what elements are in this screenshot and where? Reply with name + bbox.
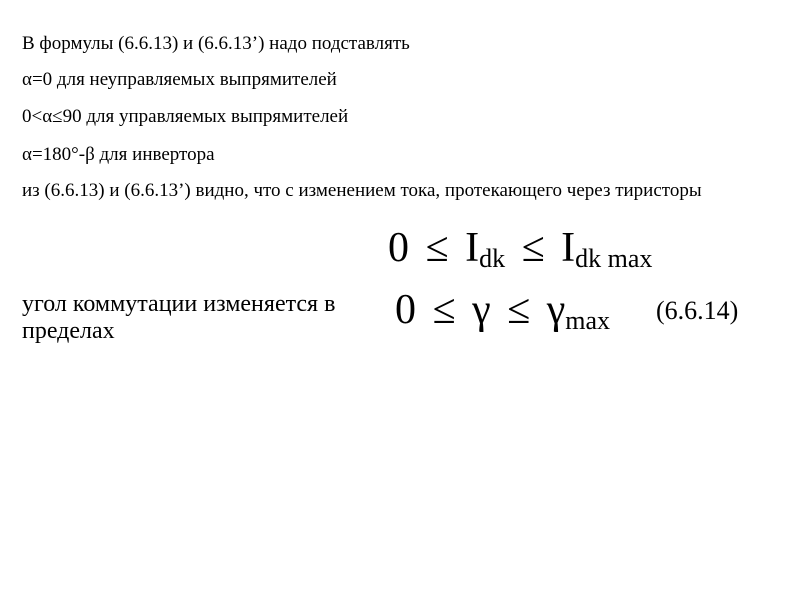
formula-angle-op1: ≤ <box>432 287 456 333</box>
formula-angle-lhs: 0 <box>395 287 416 333</box>
commutation-angle-text: угол коммутации изменяется в пределах <box>22 291 336 344</box>
formula-current-sub2: dk max <box>575 244 653 273</box>
formula-current-sub: dk <box>479 244 506 273</box>
formula-current-lhs: 0 <box>388 225 409 271</box>
formula-angle-var: γ <box>472 287 491 333</box>
formula-current-var2: I <box>561 225 576 271</box>
formula-angle-sub2: max <box>565 306 611 335</box>
formula-angle-op2: ≤ <box>507 287 531 333</box>
text-line-4: α=180°-β для инвертора <box>22 144 215 165</box>
formula-current-var: I <box>465 225 480 271</box>
equation-number: (6.6.14) <box>656 296 739 325</box>
text-line-3: 0<α≤90 для управляемых выпрямителей <box>22 106 349 127</box>
text-line-2: α=0 для неуправляемых выпрямителей <box>22 69 337 90</box>
text-line-5: из (6.6.13) и (6.6.13’) видно, что с изменением тока, протекающего через тиристоры <box>22 180 702 201</box>
formula-current-op2: ≤ <box>521 225 545 271</box>
formula-angle-range <box>395 285 610 346</box>
formula-current-range <box>388 223 652 284</box>
formula-angle-var2: γ <box>546 287 566 333</box>
formula-current-op1: ≤ <box>425 225 449 271</box>
text-line-1: В формулы (6.6.13) и (6.6.13’) надо подставлять <box>22 33 410 54</box>
